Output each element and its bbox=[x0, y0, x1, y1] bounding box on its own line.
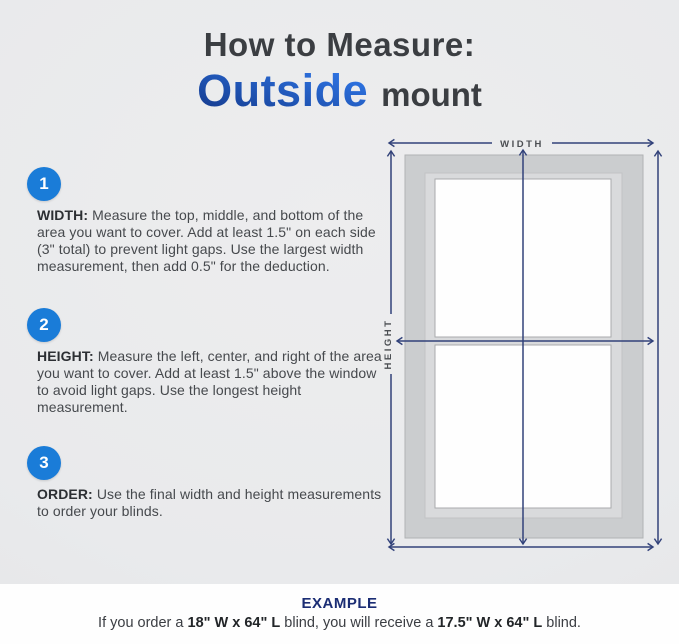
example-suffix: blind. bbox=[542, 615, 581, 631]
title-mount-word: mount bbox=[381, 76, 482, 113]
example-prefix: If you order a bbox=[98, 615, 188, 631]
step-2-instruction bbox=[37, 348, 385, 416]
step-3-label: ORDER: bbox=[37, 486, 93, 502]
step-2-body: Measure the left, center, and right of the area you want to cover. Add at least 1.5" above the window to avoid light gaps. Use the longest height measurement. bbox=[37, 348, 382, 415]
step-3-number: 3 bbox=[39, 453, 49, 472]
example-received-size: 17.5" W x 64" L bbox=[437, 615, 543, 631]
step-1-number-badge bbox=[27, 167, 61, 201]
example-middle: blind, you will receive a bbox=[280, 615, 438, 631]
step-1-instruction bbox=[37, 207, 385, 275]
width-label: WIDTH bbox=[500, 139, 544, 150]
step-3-number-badge bbox=[27, 446, 61, 480]
window-measurement-diagram bbox=[370, 128, 670, 568]
step-1-number: 1 bbox=[39, 174, 49, 193]
step-2-number-badge bbox=[27, 308, 61, 342]
example-heading: EXAMPLE bbox=[301, 595, 378, 612]
example-footer bbox=[0, 584, 679, 644]
step-1-body: Measure the top, middle, and bottom of the area you want to cover. Add at least 1.5" on each side (3" total) to prevent light gaps. Use the largest width measurement, then add 0.5" for the deduction. bbox=[37, 207, 376, 274]
step-2-label: HEIGHT: bbox=[37, 348, 94, 364]
step-3-body: Use the final width and height measurements to order your blinds. bbox=[37, 486, 382, 519]
step-2-number: 2 bbox=[39, 315, 49, 334]
title-line1: How to Measure: bbox=[203, 26, 476, 63]
page-title bbox=[0, 26, 679, 117]
example-ordered-size: 18" W x 64" L bbox=[187, 615, 281, 631]
step-3-instruction bbox=[37, 486, 385, 520]
title-mount-type: Outside bbox=[197, 65, 369, 116]
example-sentence bbox=[0, 615, 679, 631]
height-label: HEIGHT bbox=[383, 318, 394, 370]
step-1-label: WIDTH: bbox=[37, 207, 89, 223]
title-line2 bbox=[0, 65, 679, 117]
